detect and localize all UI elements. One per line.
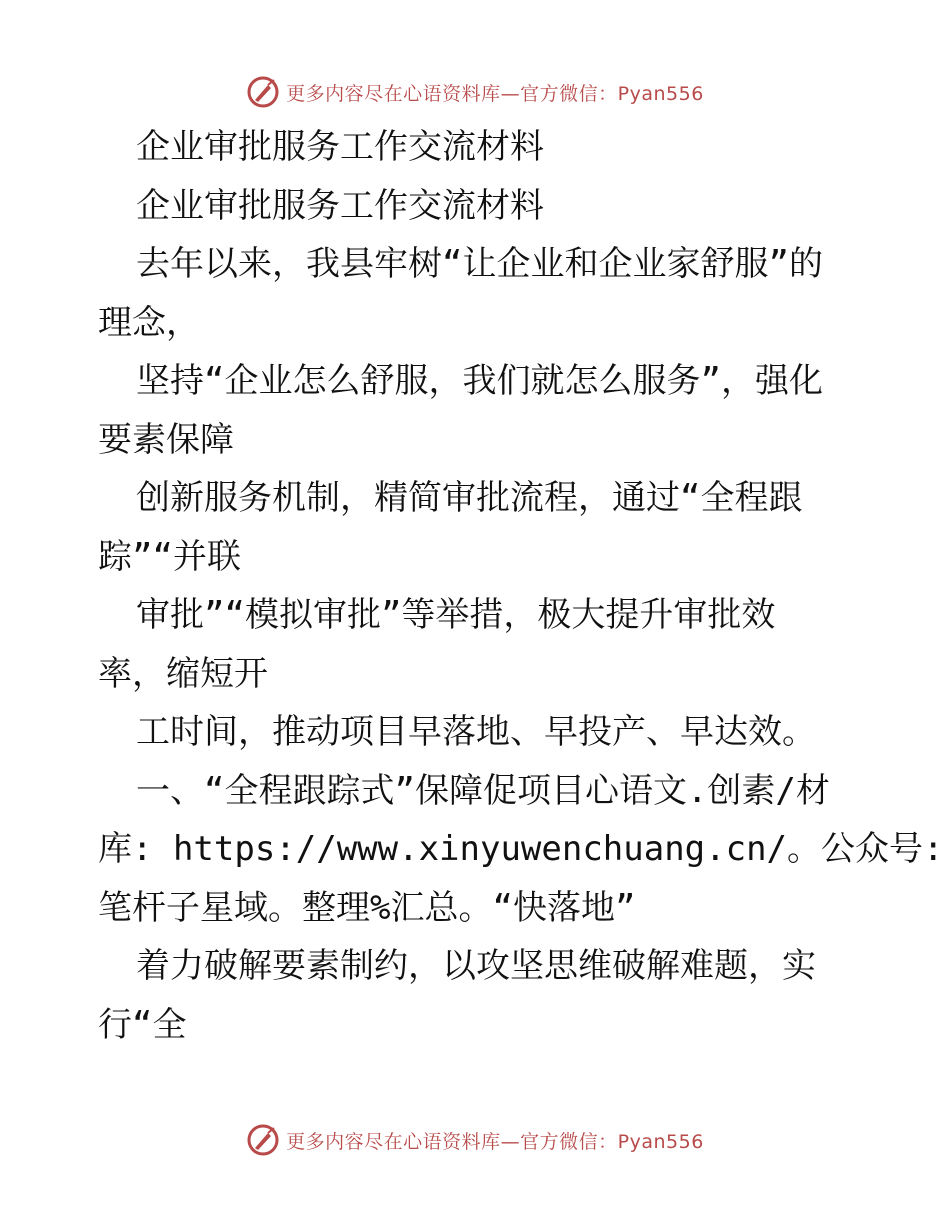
text-line: 要素保障	[98, 419, 234, 460]
text-line: 企业审批服务工作交流材料	[136, 127, 544, 167]
text-line: 坚持“企业怎么舒服，我们就怎么服务”，强化	[136, 361, 823, 401]
watermark-text: 更多内容尽在心语资料库—官方微信：Pyan556	[286, 82, 704, 105]
text-line: 审批”“模拟审批”等举措，极大提升审批效	[136, 595, 776, 635]
text-line: 企业审批服务工作交流材料	[136, 185, 544, 226]
quill-logo-icon	[246, 1123, 280, 1157]
text-line: 率，缩短开	[98, 653, 268, 694]
text-line: 行“全	[98, 1004, 187, 1045]
footer-watermark	[0, 1118, 950, 1162]
text-line: 库: https://www.xinyuwenchuang.cn/。公众号:	[98, 829, 944, 869]
header-watermark	[0, 70, 950, 114]
text-line: 踪”“并联	[98, 536, 241, 577]
text-line: 一、“全程跟踪式”保障促项目心语文.创素/材	[136, 770, 830, 811]
text-line: 理念，	[98, 302, 200, 343]
text-line: 着力破解要素制约，以攻坚思维破解难题，实	[136, 946, 816, 986]
document-body	[98, 118, 944, 1054]
text-line: 工时间，推动项目早落地、早投产、早达效。	[136, 712, 816, 752]
quill-logo-icon	[246, 75, 280, 109]
text-line: 去年以来，我县牢树“让企业和企业家舒服”的	[136, 244, 823, 284]
text-line: 笔杆子星域。整理%汇总。“快落地”	[98, 887, 636, 928]
text-line: 创新服务机制，精简审批流程，通过“全程跟	[136, 478, 803, 518]
watermark-text: 更多内容尽在心语资料库—官方微信：Pyan556	[286, 1130, 704, 1153]
